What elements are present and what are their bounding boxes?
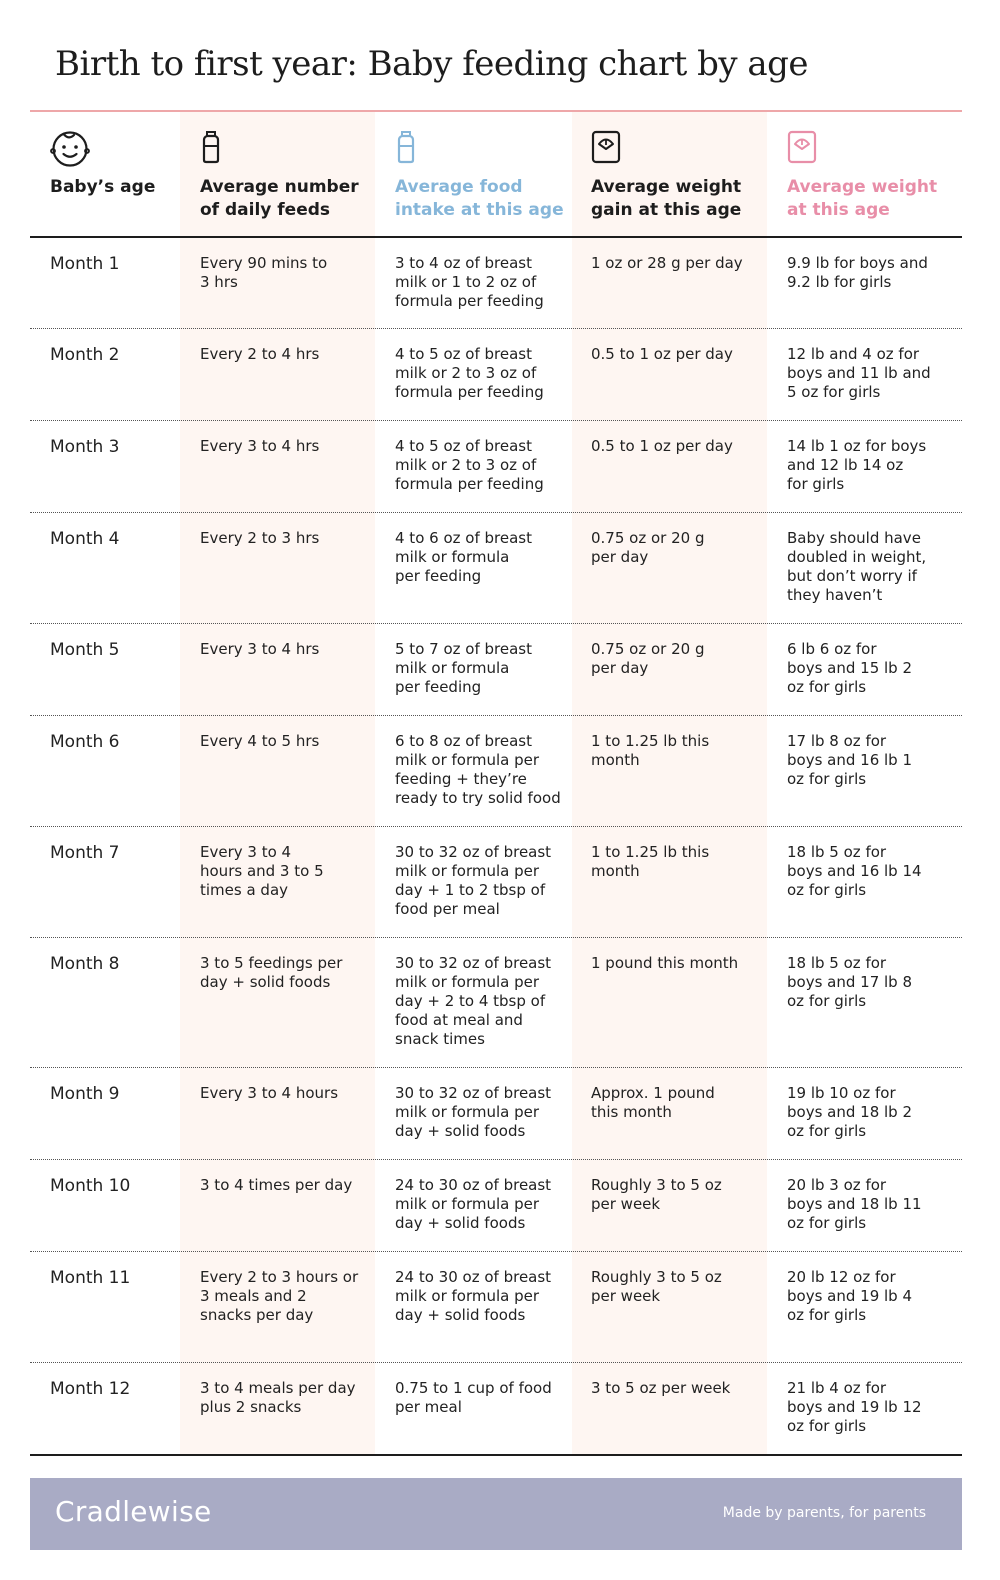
cell-weight: 21 lb 4 oz for boys and 19 lb 12 oz for girls	[787, 1379, 922, 1435]
cell-age: Month 7	[50, 843, 120, 863]
cell-age: Month 1	[50, 254, 120, 274]
table-header	[30, 112, 962, 237]
tagline: Made by parents, for parents	[722, 1505, 926, 1521]
cell-age: Month 9	[50, 1084, 120, 1104]
footer-banner	[30, 1478, 962, 1550]
cell-weight: 18 lb 5 oz for boys and 16 lb 14 oz for girls	[787, 843, 922, 899]
cell-gain: 0.75 oz or 20 g per day	[591, 529, 705, 566]
scale-icon	[787, 130, 817, 168]
table-row	[30, 1363, 962, 1456]
cell-age: Month 4	[50, 529, 120, 549]
cell-weight: 12 lb and 4 oz for boys and 11 lb and 5 oz for girls	[787, 345, 931, 401]
table-row	[30, 716, 962, 827]
table-row	[30, 1252, 962, 1363]
cell-gain: Roughly 3 to 5 oz per week	[591, 1176, 722, 1213]
cell-gain: 1 to 1.25 lb this month	[591, 732, 710, 769]
header-feeds-label: Average number of daily feeds	[200, 177, 359, 220]
cell-gain: 0.5 to 1 oz per day	[591, 437, 733, 455]
cell-weight: 20 lb 12 oz for boys and 19 lb 4 oz for girls	[787, 1268, 913, 1324]
brand-logo: Cradlewise	[55, 1495, 212, 1528]
header-feeds	[200, 112, 380, 237]
cell-intake: 30 to 32 oz of breast milk or formula per day + 2 to 4 tbsp of food at meal and snack times	[395, 954, 552, 1048]
cell-feeds: Every 3 to 4 hours and 3 to 5 times a day	[200, 843, 324, 899]
cell-age: Month 8	[50, 954, 120, 974]
cell-intake: 24 to 30 oz of breast milk or formula per day + solid foods	[395, 1176, 552, 1232]
cell-weight: 19 lb 10 oz for boys and 18 lb 2 oz for girls	[787, 1084, 913, 1140]
cell-weight: 18 lb 5 oz for boys and 17 lb 8 oz for girls	[787, 954, 913, 1010]
bottle-icon	[200, 130, 222, 168]
cell-gain: Roughly 3 to 5 oz per week	[591, 1268, 722, 1305]
table-row	[30, 938, 962, 1068]
cell-feeds: Every 2 to 3 hours or 3 meals and 2 snacks per day	[200, 1268, 359, 1324]
cell-feeds: 3 to 4 meals per day plus 2 snacks	[200, 1379, 356, 1416]
feeding-table	[30, 238, 962, 1456]
table-row	[30, 624, 962, 716]
cell-intake: 0.75 to 1 cup of food per meal	[395, 1379, 552, 1416]
cell-feeds: Every 2 to 4 hrs	[200, 345, 320, 363]
cell-feeds: 3 to 4 times per day	[200, 1176, 353, 1194]
cell-gain: 1 oz or 28 g per day	[591, 254, 743, 272]
header-intake	[395, 112, 575, 237]
cell-intake: 30 to 32 oz of breast milk or formula per day + 1 to 2 tbsp of food per meal	[395, 843, 552, 918]
bottle-icon	[395, 130, 417, 168]
table-row	[30, 1160, 962, 1252]
cell-feeds: 3 to 5 feedings per day + solid foods	[200, 954, 343, 991]
cell-weight: 9.9 lb for boys and 9.2 lb for girls	[787, 254, 928, 291]
header-gain-label: Average weight gain at this age	[591, 177, 742, 220]
cell-age: Month 12	[50, 1379, 131, 1399]
cell-age: Month 2	[50, 345, 120, 365]
cell-gain: 1 to 1.25 lb this month	[591, 843, 710, 880]
cell-weight: 6 lb 6 oz for boys and 15 lb 2 oz for girls	[787, 640, 913, 696]
header-age	[50, 112, 190, 237]
cell-weight: 17 lb 8 oz for boys and 16 lb 1 oz for girls	[787, 732, 913, 788]
table-row	[30, 513, 962, 624]
cell-intake: 30 to 32 oz of breast milk or formula per day + solid foods	[395, 1084, 552, 1140]
cell-intake: 3 to 4 oz of breast milk or 1 to 2 oz of formula per feeding	[395, 254, 544, 310]
cell-age: Month 10	[50, 1176, 131, 1196]
table-row	[30, 827, 962, 938]
cell-intake: 4 to 5 oz of breast milk or 2 to 3 oz of formula per feeding	[395, 345, 544, 401]
cell-gain: 0.75 oz or 20 g per day	[591, 640, 705, 677]
cell-age: Month 11	[50, 1268, 131, 1288]
cell-age: Month 3	[50, 437, 120, 457]
table-row	[30, 329, 962, 421]
cell-feeds: Every 4 to 5 hrs	[200, 732, 320, 750]
cell-feeds: Every 3 to 4 hours	[200, 1084, 339, 1102]
cell-intake: 4 to 5 oz of breast milk or 2 to 3 oz of formula per feeding	[395, 437, 544, 493]
header-weight	[787, 112, 957, 237]
table-row	[30, 421, 962, 513]
cell-gain: Approx. 1 pound this month	[591, 1084, 715, 1121]
cell-feeds: Every 3 to 4 hrs	[200, 640, 320, 658]
cell-feeds: Every 2 to 3 hrs	[200, 529, 320, 547]
cell-feeds: Every 3 to 4 hrs	[200, 437, 320, 455]
cell-gain: 3 to 5 oz per week	[591, 1379, 731, 1397]
cell-weight: 20 lb 3 oz for boys and 18 lb 11 oz for girls	[787, 1176, 922, 1232]
cell-intake: 6 to 8 oz of breast milk or formula per feeding + they’re ready to try solid food	[395, 732, 561, 807]
header-intake-label: Average food intake at this age	[395, 177, 564, 220]
cell-intake: 4 to 6 oz of breast milk or formula per feeding	[395, 529, 532, 585]
header-weight-label: Average weight at this age	[787, 177, 938, 220]
cell-intake: 24 to 30 oz of breast milk or formula per day + solid foods	[395, 1268, 552, 1324]
page-title: Birth to first year: Baby feeding chart by age	[55, 44, 809, 84]
cell-weight: 14 lb 1 oz for boys and 12 lb 14 oz for girls	[787, 437, 927, 493]
cell-weight: Baby should have doubled in weight, but don’t worry if they haven’t	[787, 529, 927, 604]
header-gain	[591, 112, 771, 237]
cell-feeds: Every 90 mins to 3 hrs	[200, 254, 328, 291]
table-row	[30, 238, 962, 329]
cell-gain: 0.5 to 1 oz per day	[591, 345, 733, 363]
table-row	[30, 1068, 962, 1160]
cell-intake: 5 to 7 oz of breast milk or formula per feeding	[395, 640, 532, 696]
baby-face-icon	[50, 130, 90, 172]
cell-age: Month 5	[50, 640, 120, 660]
scale-icon	[591, 130, 621, 168]
cell-gain: 1 pound this month	[591, 954, 739, 972]
header-age-label: Baby’s age	[50, 177, 156, 197]
cell-age: Month 6	[50, 732, 120, 752]
